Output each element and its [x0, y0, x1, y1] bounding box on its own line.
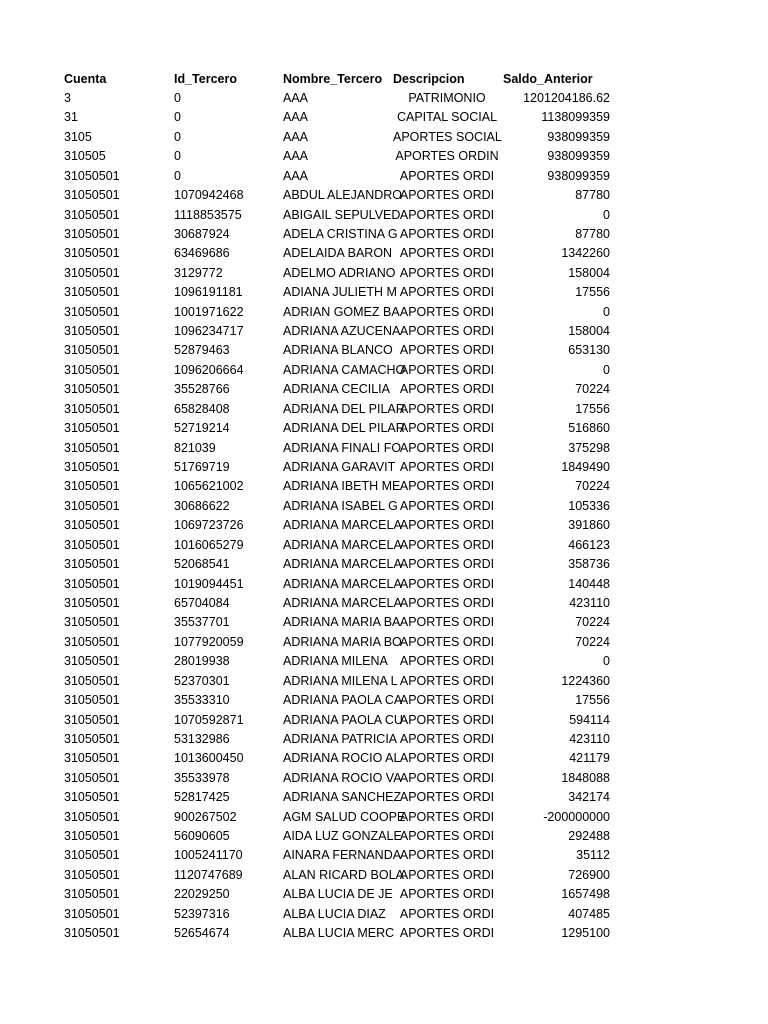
- cell-nombre-tercero: ADIANA JULIETH M: [283, 285, 397, 300]
- cell-nombre-tercero: ADRIANA MARIA BO: [283, 634, 402, 649]
- cell-nombre-tercero: AAA: [283, 129, 309, 144]
- cell-nombre-tercero: ADRIANA SANCHEZ: [283, 790, 402, 805]
- cell-id-tercero: 0: [174, 149, 181, 164]
- cell-cuenta: 31050501: [64, 460, 120, 475]
- cell-nombre-tercero: ADELA CRISTINA G: [283, 226, 398, 241]
- cell-nombre-tercero: AGM SALUD COOPE: [283, 809, 406, 824]
- cell-nombre-tercero: ADRIANA ROCIO AL: [283, 751, 401, 766]
- table-body: [0, 89, 768, 944]
- cell-nombre-tercero: AAA: [283, 91, 309, 105]
- cell-descripcion: APORTES ORDI: [399, 595, 495, 610]
- table-row: [0, 283, 768, 302]
- table-row: [0, 128, 768, 147]
- cell-id-tercero: 63469686: [174, 246, 230, 261]
- table-row: [0, 108, 768, 127]
- cell-descripcion: APORTES ORDI: [399, 829, 495, 844]
- cell-nombre-tercero: ADRIANA CAMACHO: [283, 362, 406, 377]
- table-row: [0, 924, 768, 943]
- cell-saldo-anterior: 158004: [568, 265, 610, 280]
- table-row: [0, 380, 768, 399]
- cell-nombre-tercero: ADRIANA MILENA L: [283, 673, 398, 688]
- cell-cuenta: 310505: [64, 149, 106, 164]
- cell-descripcion: APORTES ORDI: [399, 265, 495, 280]
- table-row: [0, 672, 768, 691]
- cell-saldo-anterior: 653130: [568, 343, 610, 358]
- cell-id-tercero: 0: [174, 91, 181, 105]
- cell-nombre-tercero: ADRIANA BLANCO: [283, 343, 393, 358]
- cell-saldo-anterior: 17556: [575, 693, 610, 708]
- table-row: [0, 419, 768, 438]
- cell-id-tercero: 1118853575: [174, 207, 242, 222]
- cell-cuenta: 31050501: [64, 595, 120, 610]
- cell-id-tercero: 35528766: [174, 382, 230, 397]
- cell-cuenta: 31050501: [64, 285, 120, 300]
- cell-id-tercero: 65828408: [174, 401, 230, 416]
- cell-saldo-anterior: 17556: [575, 285, 610, 300]
- cell-descripcion: APORTES ORDI: [399, 382, 495, 397]
- cell-descripcion: APORTES ORDI: [399, 246, 495, 261]
- cell-id-tercero: 1120747689: [174, 867, 243, 882]
- table-row: [0, 866, 768, 885]
- cell-cuenta: 31050501: [64, 440, 120, 455]
- cell-descripcion: APORTES ORDI: [399, 751, 495, 766]
- cell-descripcion: APORTES ORDI: [399, 401, 495, 416]
- cell-descripcion: APORTES ORDI: [399, 576, 495, 591]
- cell-cuenta: 31050501: [64, 693, 120, 708]
- cell-id-tercero: 52817425: [174, 790, 230, 805]
- cell-saldo-anterior: 1138099359: [541, 110, 610, 125]
- cell-descripcion: APORTES ORDI: [399, 654, 495, 669]
- header-descripcion: Descripcion: [393, 72, 465, 86]
- cell-nombre-tercero: ABDUL ALEJANDRO: [283, 188, 403, 203]
- cell-id-tercero: 1070592871: [174, 712, 244, 727]
- cell-descripcion: APORTES ORDI: [399, 770, 495, 785]
- cell-id-tercero: 1005241170: [174, 848, 243, 863]
- cell-nombre-tercero: ADRIANA MARCELA: [283, 576, 402, 591]
- cell-descripcion: APORTES ORDI: [399, 362, 495, 377]
- cell-saldo-anterior: 87780: [575, 188, 610, 203]
- cell-id-tercero: 1070942468: [174, 188, 244, 203]
- cell-nombre-tercero: ALBA LUCIA DE JE: [283, 887, 393, 902]
- cell-id-tercero: 52068541: [174, 557, 230, 572]
- table-row: [0, 827, 768, 846]
- cell-cuenta: 31050501: [64, 537, 120, 552]
- cell-id-tercero: 1013600450: [174, 751, 244, 766]
- cell-cuenta: 31050501: [64, 382, 120, 397]
- cell-nombre-tercero: ABIGAIL SEPULVED: [283, 207, 401, 222]
- cell-id-tercero: 35533310: [174, 693, 230, 708]
- table-row: [0, 439, 768, 458]
- cell-saldo-anterior: 342174: [568, 790, 610, 805]
- cell-id-tercero: 53132986: [174, 731, 230, 746]
- cell-cuenta: 31050501: [64, 751, 120, 766]
- cell-nombre-tercero: ADRIANA DEL PILAR: [283, 401, 405, 416]
- cell-id-tercero: 22029250: [174, 887, 230, 902]
- cell-id-tercero: 1096191181: [174, 285, 243, 300]
- cell-descripcion: CAPITAL SOCIAL: [396, 110, 498, 125]
- cell-saldo-anterior: 1657498: [561, 887, 610, 902]
- table-row: [0, 341, 768, 360]
- cell-saldo-anterior: 70224: [575, 479, 610, 494]
- cell-cuenta: 31050501: [64, 654, 120, 669]
- table-row: [0, 264, 768, 283]
- cell-saldo-anterior: 158004: [568, 324, 610, 339]
- cell-cuenta: 3105: [64, 129, 92, 144]
- cell-cuenta: 31050501: [64, 848, 120, 863]
- table-row: [0, 186, 768, 205]
- cell-id-tercero: 0: [174, 168, 181, 183]
- cell-saldo-anterior: 70224: [575, 615, 610, 630]
- table-row: [0, 730, 768, 749]
- cell-descripcion: APORTES ORDI: [399, 693, 495, 708]
- table-row: [0, 206, 768, 225]
- cell-cuenta: 31050501: [64, 188, 120, 203]
- cell-cuenta: 31050501: [64, 304, 120, 319]
- cell-descripcion: APORTES ORDI: [399, 226, 495, 241]
- cell-saldo-anterior: 421179: [569, 751, 610, 766]
- cell-saldo-anterior: 594114: [569, 712, 610, 727]
- cell-nombre-tercero: AAA: [283, 168, 309, 183]
- cell-saldo-anterior: 391860: [568, 518, 610, 533]
- cell-cuenta: 31050501: [64, 615, 120, 630]
- cell-nombre-tercero: ADRIANA MARCELA: [283, 518, 402, 533]
- cell-descripcion: APORTES ORDI: [399, 168, 495, 183]
- cell-id-tercero: 0: [174, 129, 181, 144]
- cell-descripcion: APORTES ORDI: [399, 343, 495, 358]
- cell-nombre-tercero: ADRIANA ISABEL G: [283, 498, 398, 513]
- cell-nombre-tercero: ADRIANA IBETH ME: [283, 479, 401, 494]
- cell-nombre-tercero: AAA: [283, 149, 309, 164]
- table-row: [0, 516, 768, 535]
- table-row: [0, 808, 768, 827]
- cell-descripcion: APORTES ORDI: [399, 207, 495, 222]
- cell-nombre-tercero: ADRIANA PAOLA CA: [283, 693, 403, 708]
- cell-saldo-anterior: 516860: [568, 421, 610, 436]
- cell-saldo-anterior: 0: [603, 207, 610, 222]
- cell-nombre-tercero: ADRIANA CECILIA: [283, 382, 390, 397]
- cell-nombre-tercero: ADRIANA MARCELA: [283, 557, 402, 572]
- table-row: [0, 167, 768, 186]
- cell-saldo-anterior: 466123: [568, 537, 610, 552]
- cell-cuenta: 31050501: [64, 809, 120, 824]
- cell-id-tercero: 1077920059: [174, 634, 244, 649]
- cell-descripcion: APORTES ORDI: [399, 188, 495, 203]
- table-row: [0, 303, 768, 322]
- cell-descripcion: APORTES ORDI: [399, 906, 495, 921]
- cell-cuenta: 31050501: [64, 731, 120, 746]
- cell-saldo-anterior: 292488: [568, 829, 610, 844]
- cell-descripcion: APORTES ORDI: [399, 440, 495, 455]
- header-saldo-anterior: Saldo_Anterior: [503, 72, 593, 86]
- cell-cuenta: 31050501: [64, 401, 120, 416]
- table-row: [0, 594, 768, 613]
- cell-descripcion: APORTES ORDI: [399, 421, 495, 436]
- cell-saldo-anterior: 1201204186.62: [523, 91, 610, 105]
- cell-nombre-tercero: ADRIANA MILENA: [283, 654, 388, 669]
- cell-cuenta: 31050501: [64, 343, 120, 358]
- cell-nombre-tercero: ALAN RICARD BOLA: [283, 867, 404, 882]
- cell-nombre-tercero: ADRIANA MARIA BA: [283, 615, 401, 630]
- table-row: [0, 885, 768, 904]
- cell-id-tercero: 52719214: [174, 421, 230, 436]
- cell-descripcion: APORTES ORDI: [399, 479, 495, 494]
- table-row: [0, 555, 768, 574]
- cell-descripcion: APORTES ORDI: [399, 731, 495, 746]
- cell-saldo-anterior: 1342260: [561, 246, 610, 261]
- cell-cuenta: 31050501: [64, 168, 120, 183]
- cell-id-tercero: 1001971622: [174, 304, 244, 319]
- cell-descripcion: APORTES ORDI: [399, 926, 495, 941]
- table-row: [0, 497, 768, 516]
- table-row: [0, 244, 768, 263]
- table-row: [0, 905, 768, 924]
- cell-saldo-anterior: 407485: [568, 906, 610, 921]
- cell-saldo-anterior: 105336: [568, 498, 610, 513]
- table-row: [0, 846, 768, 865]
- cell-saldo-anterior: 358736: [568, 557, 610, 572]
- cell-nombre-tercero: ADRIANA ROCIO VA: [283, 770, 402, 785]
- cell-cuenta: 31050501: [64, 362, 120, 377]
- cell-descripcion: APORTES ORDI: [399, 518, 495, 533]
- cell-nombre-tercero: ADRIANA GARAVIT: [283, 460, 396, 475]
- cell-descripcion: APORTES ORDI: [399, 498, 495, 513]
- table-row: [0, 400, 768, 419]
- table-row: [0, 749, 768, 768]
- cell-cuenta: 31050501: [64, 246, 120, 261]
- cell-id-tercero: 0: [174, 110, 181, 125]
- cell-saldo-anterior: 1295100: [561, 926, 610, 941]
- header-cuenta: Cuenta: [64, 72, 107, 86]
- cell-id-tercero: 3129772: [174, 265, 223, 280]
- cell-nombre-tercero: ADELMO ADRIANO: [283, 265, 396, 280]
- cell-saldo-anterior: 0: [603, 362, 610, 377]
- cell-descripcion: APORTES SOCIAL: [393, 129, 502, 144]
- cell-descripcion: APORTES ORDI: [399, 304, 495, 319]
- cell-nombre-tercero: ADRIANA FINALI FO: [283, 440, 402, 455]
- cell-id-tercero: 52370301: [174, 673, 230, 688]
- table-row: [0, 477, 768, 496]
- cell-nombre-tercero: AAA: [283, 110, 309, 125]
- cell-nombre-tercero: AIDA LUZ GONZALE: [283, 829, 402, 844]
- cell-saldo-anterior: 70224: [575, 634, 610, 649]
- cell-descripcion: APORTES ORDI: [399, 790, 495, 805]
- cell-saldo-anterior: 35112: [576, 848, 610, 863]
- cell-cuenta: 31050501: [64, 557, 120, 572]
- cell-nombre-tercero: ALBA LUCIA DIAZ: [283, 906, 386, 921]
- cell-nombre-tercero: ADRIANA PAOLA CU: [283, 712, 403, 727]
- cell-nombre-tercero: ADRIAN GOMEZ BA: [283, 304, 400, 319]
- cell-cuenta: 31050501: [64, 926, 120, 941]
- cell-cuenta: 31050501: [64, 576, 120, 591]
- table-row: [0, 711, 768, 730]
- cell-cuenta: 31050501: [64, 867, 120, 882]
- cell-id-tercero: 1096234717: [174, 324, 244, 339]
- cell-cuenta: 31050501: [64, 887, 120, 902]
- cell-id-tercero: 900267502: [174, 809, 237, 824]
- cell-cuenta: 31050501: [64, 207, 120, 222]
- header-row: [0, 69, 768, 89]
- cell-descripcion: APORTES ORDI: [399, 615, 495, 630]
- cell-cuenta: 31050501: [64, 634, 120, 649]
- cell-saldo-anterior: 423110: [569, 731, 610, 746]
- cell-nombre-tercero: ADRIANA PATRICIA: [283, 731, 398, 746]
- cell-id-tercero: 35537701: [174, 615, 230, 630]
- cell-descripcion: APORTES ORDI: [399, 809, 495, 824]
- cell-nombre-tercero: AINARA FERNANDA: [283, 848, 402, 863]
- cell-id-tercero: 52654674: [174, 926, 230, 941]
- cell-saldo-anterior: 17556: [575, 401, 610, 416]
- cell-descripcion: APORTES ORDI: [399, 285, 495, 300]
- table-row: [0, 89, 768, 108]
- table-row: [0, 652, 768, 671]
- cell-saldo-anterior: 938099359: [547, 129, 610, 144]
- table-row: [0, 691, 768, 710]
- cell-cuenta: 31: [64, 110, 78, 125]
- cell-descripcion: APORTES ORDI: [399, 324, 495, 339]
- table-row: [0, 613, 768, 632]
- cell-nombre-tercero: ADRIANA AZUCENA: [283, 324, 401, 339]
- cell-cuenta: 31050501: [64, 518, 120, 533]
- cell-id-tercero: 1069723726: [174, 518, 244, 533]
- cell-saldo-anterior: 1849490: [561, 460, 610, 475]
- cell-descripcion: APORTES ORDI: [399, 867, 495, 882]
- cell-descripcion: APORTES ORDI: [399, 557, 495, 572]
- cell-descripcion: APORTES ORDI: [399, 460, 495, 475]
- cell-id-tercero: 30687924: [174, 226, 230, 241]
- cell-cuenta: 31050501: [64, 712, 120, 727]
- cell-cuenta: 31050501: [64, 226, 120, 241]
- cell-id-tercero: 51769719: [174, 460, 230, 475]
- cell-cuenta: 31050501: [64, 790, 120, 805]
- cell-cuenta: 31050501: [64, 906, 120, 921]
- cell-id-tercero: 52397316: [174, 906, 230, 921]
- cell-descripcion: APORTES ORDIN: [395, 149, 499, 164]
- cell-cuenta: 3: [64, 91, 71, 105]
- cell-descripcion: APORTES ORDI: [399, 537, 495, 552]
- table-row: [0, 147, 768, 166]
- cell-saldo-anterior: 423110: [569, 595, 610, 610]
- cell-saldo-anterior: 87780: [575, 226, 610, 241]
- cell-id-tercero: 1096206664: [174, 362, 244, 377]
- cell-saldo-anterior: 938099359: [547, 168, 610, 183]
- cell-nombre-tercero: ALBA LUCIA MERC: [283, 926, 395, 941]
- table-row: [0, 575, 768, 594]
- cell-nombre-tercero: ADELAIDA BARON: [283, 246, 393, 261]
- cell-cuenta: 31050501: [64, 498, 120, 513]
- cell-id-tercero: 1016065279: [174, 537, 244, 552]
- table-row: [0, 225, 768, 244]
- cell-id-tercero: 1019094451: [174, 576, 244, 591]
- cell-cuenta: 31050501: [64, 265, 120, 280]
- cell-cuenta: 31050501: [64, 479, 120, 494]
- cell-nombre-tercero: ADRIANA DEL PILAR: [283, 421, 405, 436]
- cell-descripcion: APORTES ORDI: [399, 887, 495, 902]
- cell-descripcion: APORTES ORDI: [399, 634, 495, 649]
- cell-nombre-tercero: ADRIANA MARCELA: [283, 595, 402, 610]
- cell-id-tercero: 1065621002: [174, 479, 244, 494]
- table-row: [0, 361, 768, 380]
- header-nombre-tercero: Nombre_Tercero: [283, 72, 383, 86]
- cell-descripcion: APORTES ORDI: [399, 673, 495, 688]
- cell-nombre-tercero: ADRIANA MARCELA: [283, 537, 402, 552]
- cell-id-tercero: 65704084: [174, 595, 230, 610]
- cell-id-tercero: 35533978: [174, 770, 230, 785]
- cell-saldo-anterior: 0: [603, 304, 610, 319]
- spreadsheet-table: [0, 69, 768, 944]
- cell-id-tercero: 30686622: [174, 498, 230, 513]
- header-id-tercero: Id_Tercero: [174, 72, 237, 86]
- cell-saldo-anterior: 1224360: [561, 673, 610, 688]
- cell-cuenta: 31050501: [64, 324, 120, 339]
- cell-descripcion: APORTES ORDI: [399, 848, 495, 863]
- cell-saldo-anterior: 726900: [568, 867, 610, 882]
- cell-saldo-anterior: -200000000: [543, 809, 610, 824]
- table-row: [0, 458, 768, 477]
- cell-saldo-anterior: 0: [603, 654, 610, 669]
- table-row: [0, 769, 768, 788]
- table-row: [0, 322, 768, 341]
- cell-id-tercero: 821039: [174, 440, 216, 455]
- table-row: [0, 633, 768, 652]
- table-row: [0, 536, 768, 555]
- cell-descripcion: PATRIMONIO: [408, 91, 486, 105]
- cell-saldo-anterior: 70224: [575, 382, 610, 397]
- cell-descripcion: APORTES ORDI: [399, 712, 495, 727]
- table-row: [0, 788, 768, 807]
- cell-saldo-anterior: 140448: [568, 576, 610, 591]
- cell-id-tercero: 28019938: [174, 654, 230, 669]
- cell-id-tercero: 52879463: [174, 343, 230, 358]
- cell-id-tercero: 56090605: [174, 829, 230, 844]
- cell-cuenta: 31050501: [64, 421, 120, 436]
- cell-cuenta: 31050501: [64, 673, 120, 688]
- cell-cuenta: 31050501: [64, 829, 120, 844]
- cell-cuenta: 31050501: [64, 770, 120, 785]
- cell-saldo-anterior: 938099359: [547, 149, 610, 164]
- cell-saldo-anterior: 1848088: [561, 770, 610, 785]
- cell-saldo-anterior: 375298: [568, 440, 610, 455]
